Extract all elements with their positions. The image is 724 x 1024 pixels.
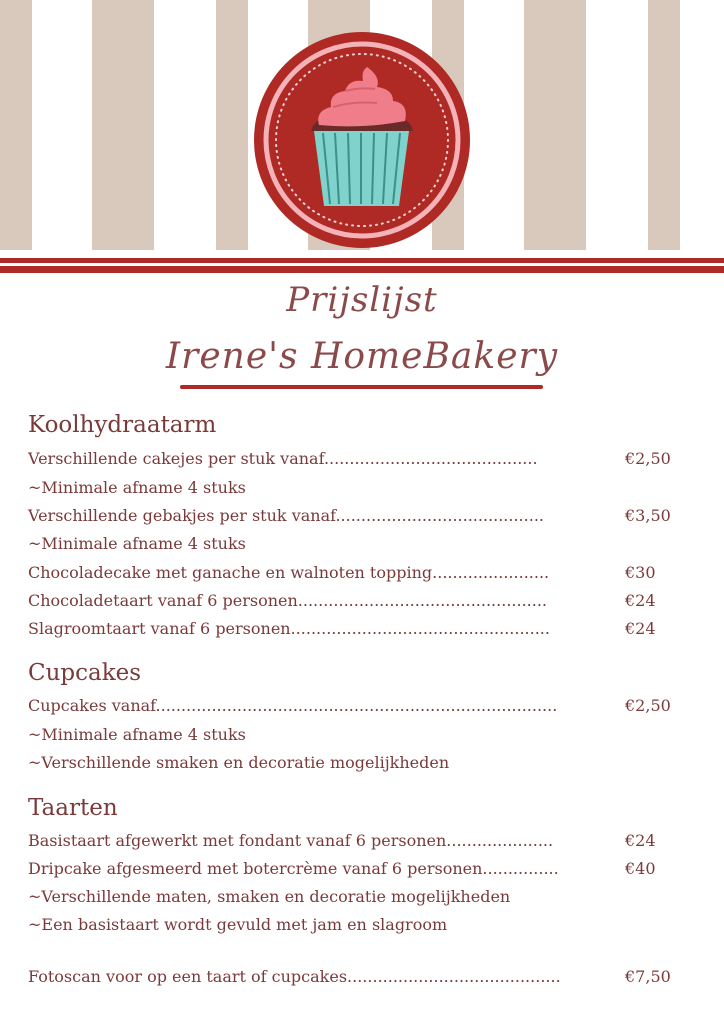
list-item (28, 504, 671, 528)
list-item (28, 829, 668, 853)
item-text: Dripcake afgesmeerd met botercrème vanaf 6 personen............... (28, 859, 559, 878)
list-item (28, 913, 668, 937)
list-item (28, 617, 668, 641)
divider-band-top (0, 258, 724, 263)
list-item (28, 965, 671, 989)
item-price: €40 (625, 859, 656, 878)
item-price: €2,50 (625, 449, 671, 468)
section-title-taarten: Taarten (28, 795, 118, 821)
item-text: ~Minimale afname 4 stuks (28, 478, 246, 497)
section-title-cupcakes: Cupcakes (28, 660, 142, 686)
item-price: €7,50 (625, 967, 671, 986)
item-text: Cupcakes vanaf............................................................................... (28, 696, 558, 715)
item-price: €30 (625, 563, 656, 582)
item-text: ~Verschillende maten, smaken en decoratie mogelijkheden (28, 887, 511, 906)
list-item (28, 476, 668, 500)
item-text: ~Minimale afname 4 stuks (28, 725, 246, 744)
item-text: Chocoladetaart vanaf 6 personen................................................. (28, 591, 547, 610)
item-price: €24 (625, 591, 656, 610)
divider-band-bottom (0, 266, 724, 273)
item-text: Verschillende cakejes per stuk vanaf.......................................... (28, 449, 538, 468)
cupcake-icon (253, 31, 471, 249)
list-item (28, 723, 668, 747)
list-item (28, 589, 668, 613)
section-title-koolhydraatarm: Koolhydraatarm (28, 412, 217, 438)
list-item (28, 857, 668, 881)
item-text: ~Minimale afname 4 stuks (28, 534, 246, 553)
item-text: Fotoscan voor op een taart of cupcakes.......................................... (28, 967, 561, 986)
item-text: Slagroomtaart vanaf 6 personen................................................... (28, 619, 550, 638)
item-price: €2,50 (625, 696, 671, 715)
list-item (28, 751, 668, 775)
item-text: Chocoladecake met ganache en walnoten topping....................... (28, 563, 550, 582)
item-text: Basistaart afgewerkt met fondant vanaf 6 personen..................... (28, 831, 554, 850)
list-item (28, 561, 668, 585)
item-price: €3,50 (625, 506, 671, 525)
page-title: Prijslijst (286, 280, 438, 320)
bakery-name: Irene's HomeBakery (165, 336, 559, 377)
list-item (28, 885, 668, 909)
list-item (28, 532, 668, 556)
item-text: Verschillende gebakjes per stuk vanaf......................................... (28, 506, 544, 525)
item-text: ~Een basistaart wordt gevuld met jam en slagroom (28, 915, 448, 934)
item-price: €24 (625, 619, 656, 638)
item-text: ~Verschillende smaken en decoratie mogelijkheden (28, 753, 450, 772)
item-price: €24 (625, 831, 656, 850)
title-underline (180, 385, 543, 389)
list-item (28, 694, 671, 718)
list-item (28, 447, 671, 471)
